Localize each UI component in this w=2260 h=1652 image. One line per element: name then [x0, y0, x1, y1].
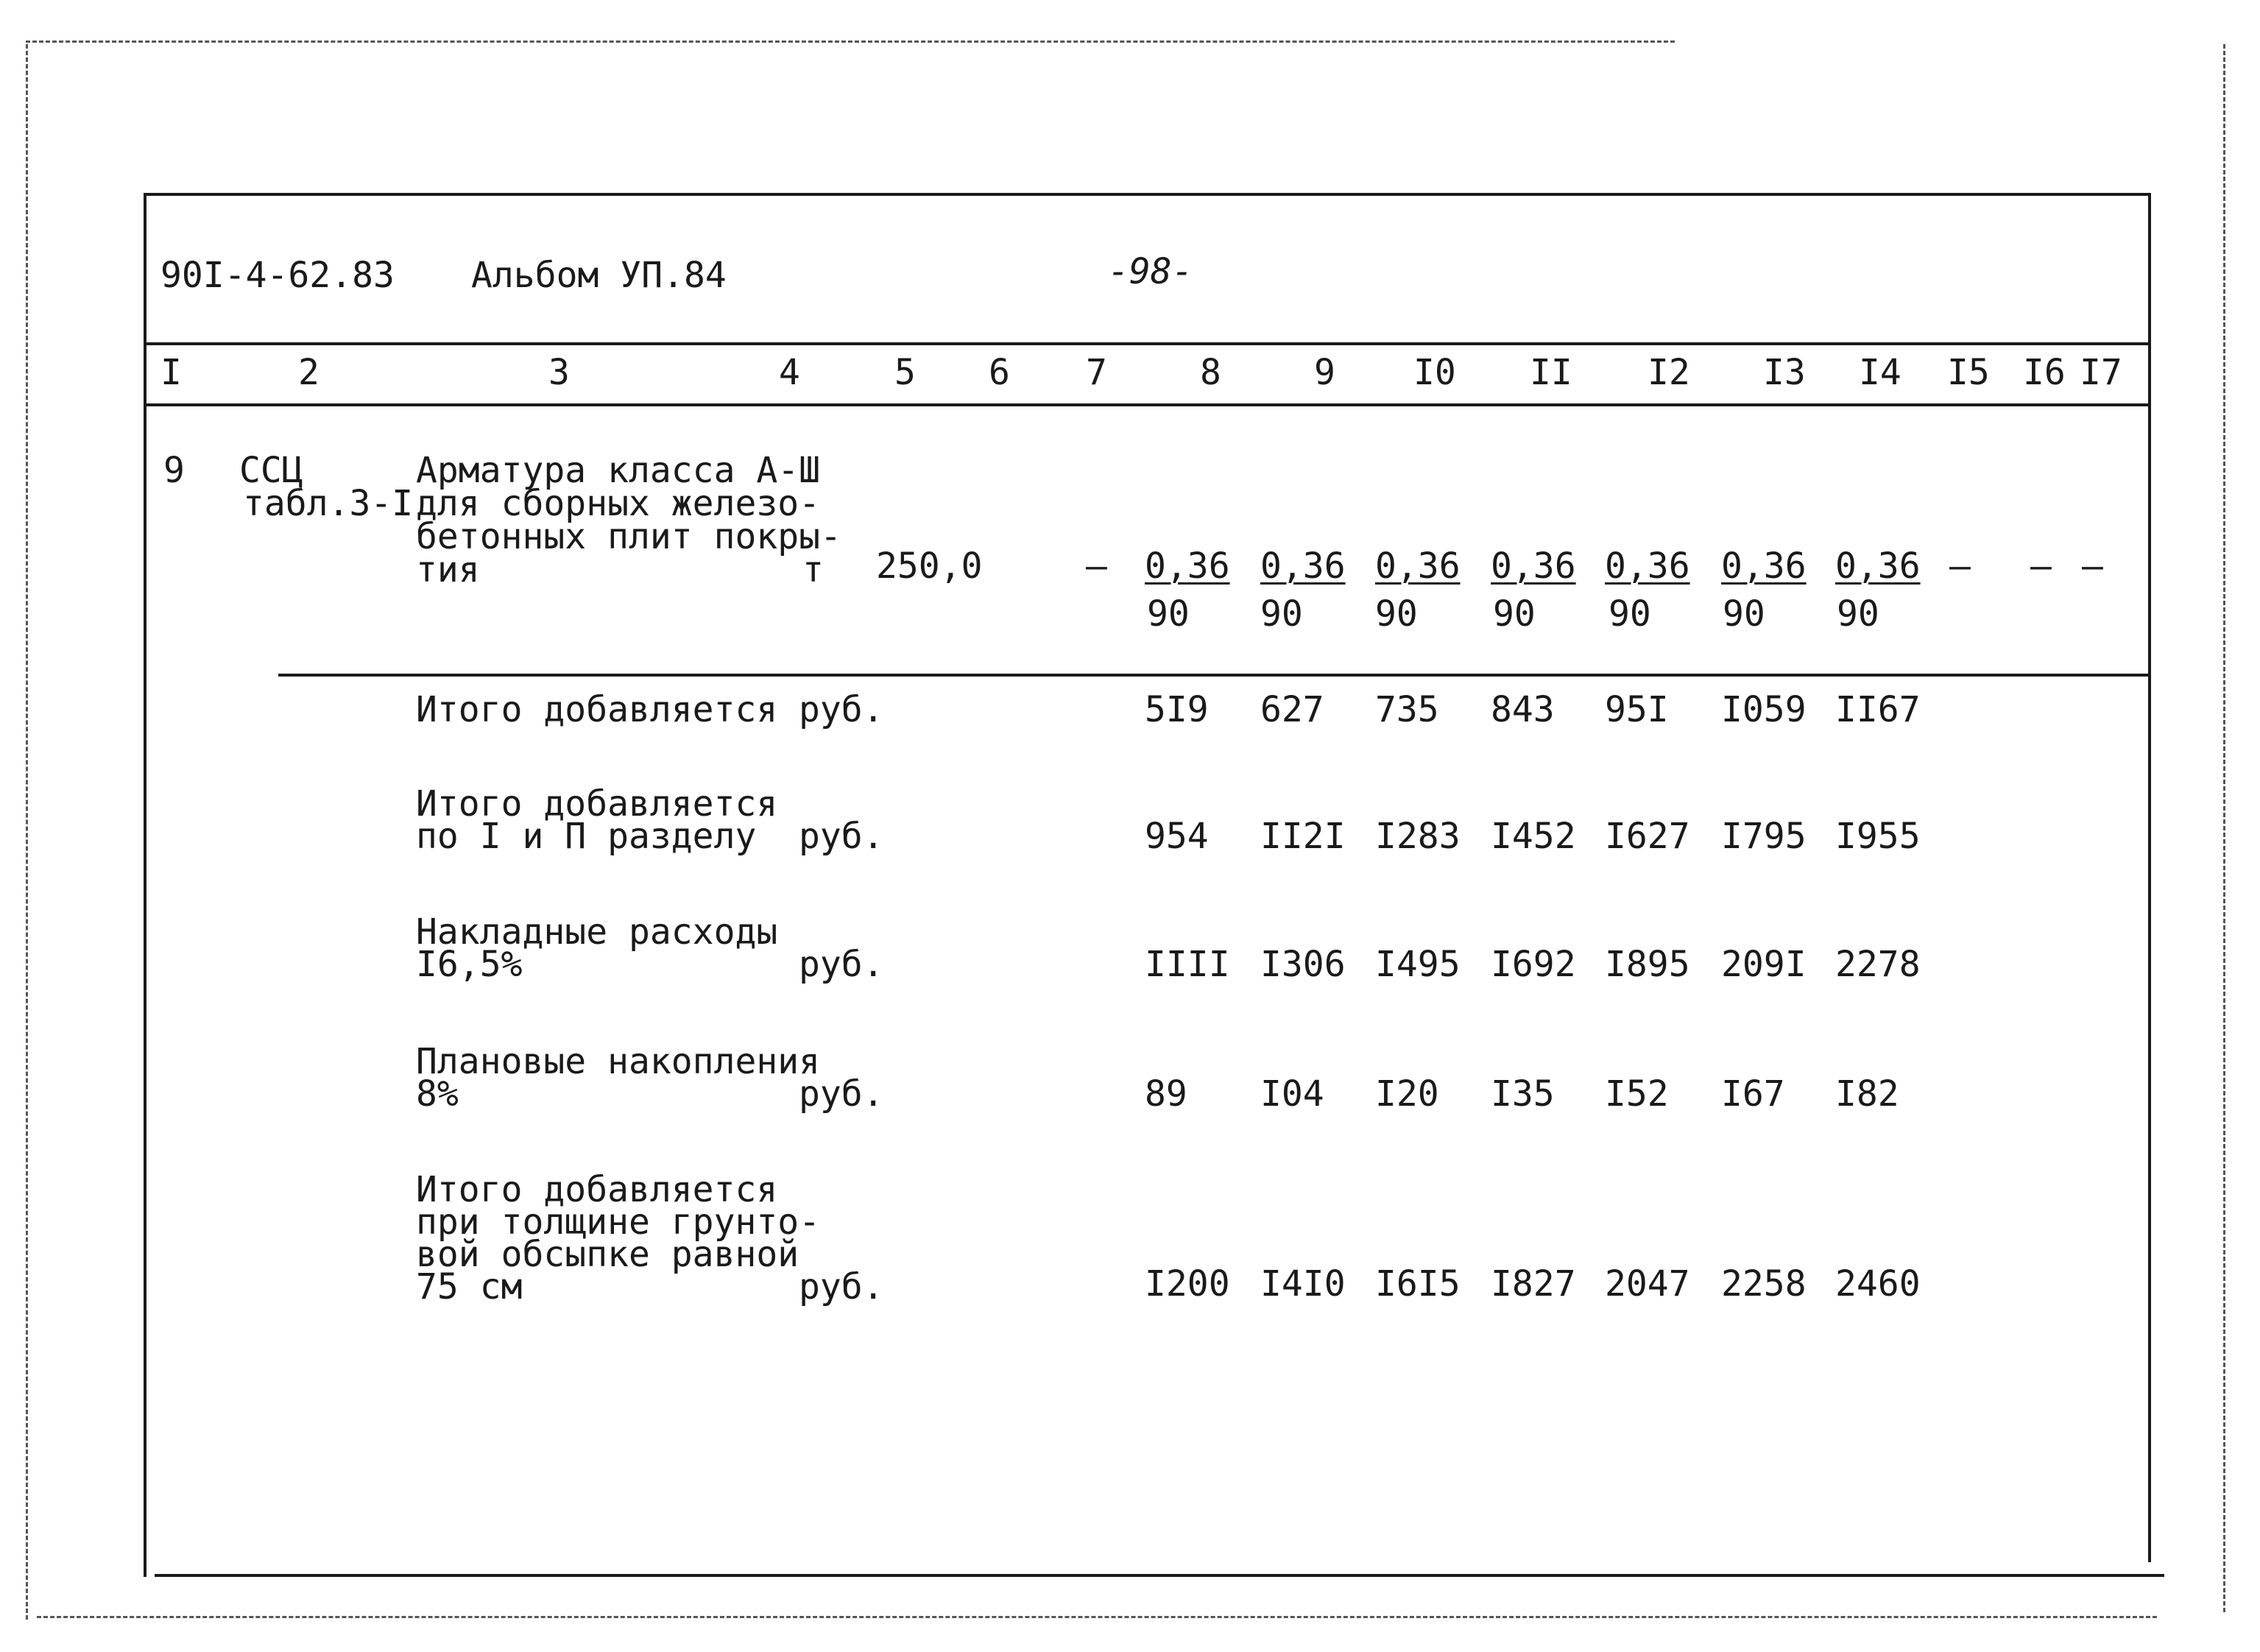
- summary-value: I306: [1260, 944, 1346, 985]
- doc-code: 90I-4-62.83: [160, 255, 395, 296]
- colnum-1: I: [160, 352, 182, 393]
- item-name-line1: Арматура класса А-Ш: [416, 450, 821, 491]
- item-tail-dash: –: [2082, 546, 2103, 587]
- colnum-7: 7: [1086, 352, 1107, 393]
- item-name-line2: для сборных железо-: [416, 483, 821, 524]
- summary-value: 95I: [1605, 689, 1669, 730]
- summary-value: 2047: [1605, 1263, 1690, 1305]
- colnum-top-rule: [146, 342, 2149, 345]
- summary-value: 627: [1260, 689, 1324, 730]
- summary-value: I4I0: [1260, 1263, 1346, 1305]
- album-label: Альбом УП.84: [471, 255, 727, 296]
- page-number: -98-: [1108, 251, 1193, 292]
- summary-value: I67: [1721, 1073, 1785, 1115]
- item-value-bottom: 90: [1260, 593, 1303, 635]
- item-name-line4: тия: [416, 549, 480, 590]
- scan-bottom-border: [37, 1616, 2157, 1618]
- item-quantity: 250,0: [876, 546, 983, 587]
- summary-label-line: Итого добавляется: [416, 689, 778, 730]
- item-value-top: 0,36: [1491, 546, 1576, 587]
- summary-label-line: 8%: [416, 1073, 459, 1115]
- summary-label-line: Накладные расходы: [416, 911, 778, 953]
- colnum-10: I0: [1413, 352, 1456, 393]
- colnum-16: I6: [2023, 352, 2066, 393]
- summary-value: 89: [1145, 1073, 1187, 1115]
- colnum-2: 2: [298, 352, 319, 393]
- colnum-5: 5: [894, 352, 916, 393]
- summary-value: 2278: [1835, 944, 1921, 985]
- summary-value: I059: [1721, 689, 1807, 730]
- summary-value: I283: [1375, 816, 1461, 857]
- frame-bottom: [155, 1574, 2164, 1577]
- item-value-top: 0,36: [1605, 546, 1690, 587]
- summary-label-line: 75 см: [416, 1266, 523, 1307]
- item-number: 9: [163, 450, 185, 491]
- summary-label-line: Итого добавляется: [416, 783, 778, 825]
- summary-value: I895: [1605, 944, 1690, 985]
- summary-value: I35: [1491, 1073, 1555, 1115]
- summary-label-line: Итого добавляется: [416, 1169, 778, 1210]
- colnum-3: 3: [548, 352, 570, 393]
- frame-left: [144, 193, 146, 1577]
- item-ref-line1: ССЦ: [239, 450, 303, 491]
- summary-separator-rule: [278, 674, 2148, 677]
- summary-label-line: Плановые накопления: [416, 1041, 821, 1082]
- summary-value: I6I5: [1375, 1263, 1461, 1305]
- summary-value: I20: [1375, 1073, 1439, 1115]
- colnum-13: I3: [1763, 352, 1806, 393]
- summary-value: I955: [1835, 816, 1921, 857]
- summary-label-line: вой обсыпке равной: [416, 1234, 799, 1275]
- summary-unit: руб.: [799, 944, 884, 985]
- summary-unit: руб.: [799, 689, 884, 730]
- colnum-11: II: [1530, 352, 1572, 393]
- item-ref-line2: табл.3-I: [243, 483, 414, 524]
- item-value-bottom: 90: [1723, 593, 1765, 635]
- colnum-6: 6: [989, 352, 1010, 393]
- frame-right: [2148, 193, 2151, 1562]
- item-value-top: 0,36: [1375, 546, 1461, 587]
- summary-value: I692: [1491, 944, 1576, 985]
- item-value-top: 0,36: [1260, 546, 1346, 587]
- summary-label-line: при толщине грунто-: [416, 1201, 821, 1243]
- summary-value: I495: [1375, 944, 1461, 985]
- summary-value: I82: [1835, 1073, 1899, 1115]
- summary-unit: руб.: [799, 1266, 884, 1307]
- item-value-top: 0,36: [1145, 546, 1230, 587]
- item-value-top: 0,36: [1721, 546, 1807, 587]
- colnum-15: I5: [1947, 352, 1990, 393]
- summary-value: II2I: [1260, 816, 1346, 857]
- summary-value: I627: [1605, 816, 1690, 857]
- summary-value: IIII: [1145, 944, 1230, 985]
- summary-value: 843: [1491, 689, 1555, 730]
- item-col7-dash: –: [1086, 546, 1107, 587]
- colnum-4: 4: [779, 352, 800, 393]
- scan-top-border: [26, 40, 1675, 43]
- item-value-top: 0,36: [1835, 546, 1921, 587]
- item-value-bottom: 90: [1375, 593, 1418, 635]
- item-tail-dash: –: [2030, 546, 2052, 587]
- summary-value: 2258: [1721, 1263, 1807, 1305]
- summary-label-line: I6,5%: [416, 944, 523, 985]
- item-value-bottom: 90: [1609, 593, 1651, 635]
- summary-value: 2460: [1835, 1263, 1921, 1305]
- item-tail-dash: –: [1949, 546, 1971, 587]
- frame-top: [144, 193, 2150, 196]
- colnum-17: I7: [2080, 352, 2122, 393]
- scan-left-border: [26, 44, 28, 1620]
- colnum-12: I2: [1648, 352, 1690, 393]
- summary-value: 954: [1145, 816, 1209, 857]
- item-value-bottom: 90: [1147, 593, 1190, 635]
- summary-value: I452: [1491, 816, 1576, 857]
- colnum-8: 8: [1200, 352, 1221, 393]
- item-name-line3: бетонных плит покры-: [416, 516, 841, 557]
- colnum-9: 9: [1314, 352, 1335, 393]
- item-value-bottom: 90: [1493, 593, 1536, 635]
- summary-unit: руб.: [799, 816, 884, 857]
- summary-value: I795: [1721, 816, 1807, 857]
- summary-value: I827: [1491, 1263, 1576, 1305]
- colnum-14: I4: [1859, 352, 1901, 393]
- summary-label-line: по I и П разделу: [416, 816, 757, 857]
- summary-value: I52: [1605, 1073, 1669, 1115]
- item-value-bottom: 90: [1837, 593, 1879, 635]
- scan-right-border: [2223, 44, 2225, 1612]
- summary-unit: руб.: [799, 1073, 884, 1115]
- item-unit: т: [802, 549, 824, 590]
- summary-value: II67: [1835, 689, 1921, 730]
- summary-value: 735: [1375, 689, 1439, 730]
- colnum-bottom-rule: [146, 403, 2149, 406]
- summary-value: I200: [1145, 1263, 1230, 1305]
- summary-value: 5I9: [1145, 689, 1209, 730]
- summary-value: I04: [1260, 1073, 1324, 1115]
- summary-value: 209I: [1721, 944, 1807, 985]
